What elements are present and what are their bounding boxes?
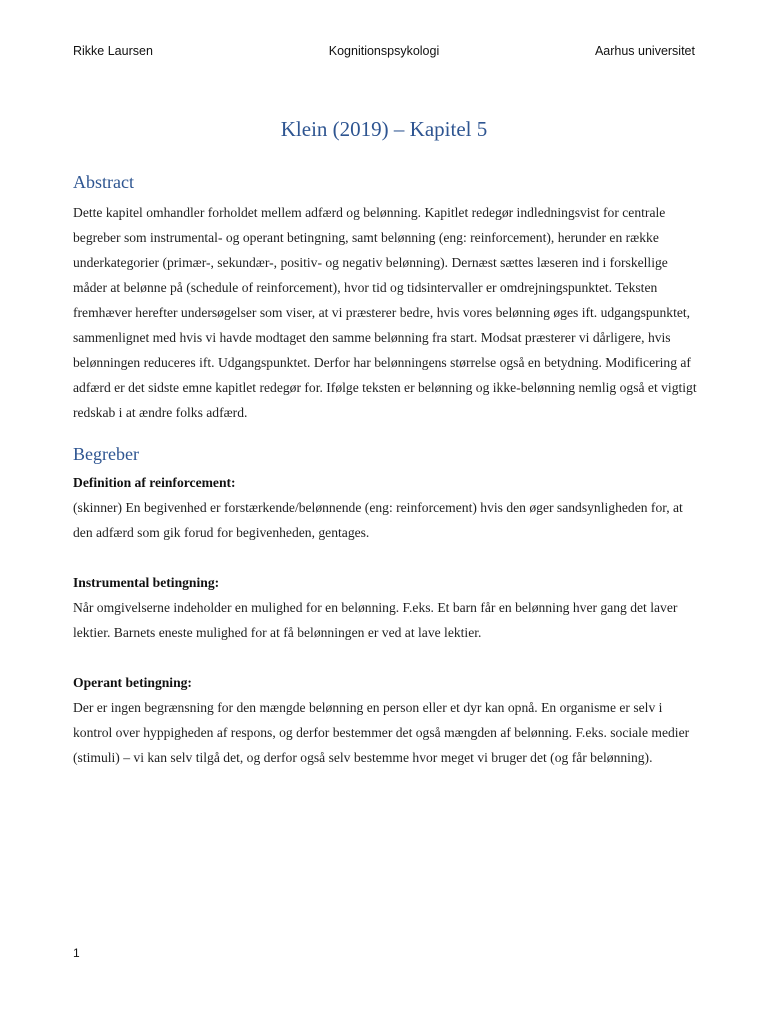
term-instrumental bbox=[73, 570, 697, 645]
abstract-heading: Abstract bbox=[73, 172, 134, 192]
term-reinforcement bbox=[73, 470, 697, 545]
term-text: Når omgivelserne indeholder en mulighed for en belønning. F.eks. Et barn får en belønning hver gang det laver lektier. Barnets eneste mulighed for at få belønningen er ved at lave lektier. bbox=[73, 600, 678, 640]
term-title: Definition af reinforcement: bbox=[73, 475, 236, 490]
term-operant bbox=[73, 670, 697, 770]
term-text: Der er ingen begrænsning for den mængde belønning en person eller et dyr kan opnå. En organisme er selv i kontrol over hyppigheden af respons, og derfor bestemmer det også mængden af belønning. F.eks. sociale medier (stimuli) – vi kan selv tilgå det, og derfor også selv bestemme hvor meget vi bruger det (og får belønning). bbox=[73, 700, 690, 765]
term-title: Operant betingning: bbox=[73, 675, 192, 690]
header-course: Kognitionspsykologi bbox=[328, 44, 440, 58]
begreber-heading: Begreber bbox=[73, 444, 139, 464]
page-number: 1 bbox=[73, 946, 80, 960]
term-text: (skinner) En begivenhed er forstærkende/belønnende (eng: reinforcement) hvis den øger sandsynligheden for, at den adfærd som gik forud for begivenheden, gentages. bbox=[73, 500, 683, 540]
header-author: Rikke Laursen bbox=[73, 44, 153, 58]
document-body bbox=[73, 170, 697, 770]
abstract-paragraph: Dette kapitel omhandler forholdet mellem adfærd og belønning. Kapitlet redegør indledningsvist for centrale begreber som instrumental- og operant betingning, samt belønning (eng: reinforcement), herunder en række underkategorier (primær-, sekundær-, positiv- og negativ belønning). Dernæst sættes læseren ind i forskellige måder at belønne på (schedule of reinforcement), hvor tid og tidsintervaller er omdrejningspunktet. Teksten fremhæver herefter undersøgelser som viser, at vi præsterer bedre, hvis vores belønning øges ift. udgangspunktet, sammenlignet med hvis vi havde modtaget den samme belønning fra start. Modsat præsterer vi dårligere, hvis belønningen reduceres ift. Udgangspunktet. Derfor har belønningens størrelse også en betydning. Modificering af adfærd er det sidste emne kapitlet redegør for. Ifølge teksten er belønning og ikke-belønning nemlig også et vigtigt redskab i at ændre folks adfærd. bbox=[73, 205, 697, 420]
term-title: Instrumental betingning: bbox=[73, 575, 220, 590]
document-title: Klein (2019) – Kapitel 5 bbox=[280, 117, 488, 141]
page-header bbox=[73, 44, 695, 62]
header-institution: Aarhus universitet bbox=[594, 44, 695, 58]
